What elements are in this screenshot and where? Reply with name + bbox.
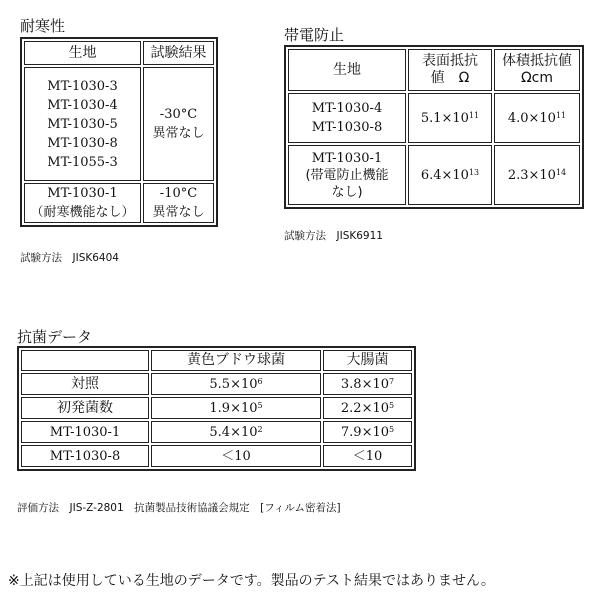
fabric-code: MT-1030-8 — [311, 120, 383, 135]
antibac-row-2-name: 初発菌数 — [21, 397, 149, 419]
cold-group2-result — [143, 183, 214, 223]
fabric-code: MT-1030-8 — [47, 135, 118, 151]
antibac-row-4-a: ＜10 — [151, 445, 321, 467]
antistatic-row-1-surface: $5.1\times 10^{11}$ — [408, 93, 492, 143]
cold-header-result: 試験結果 — [143, 41, 214, 65]
antibac-row-4-name: MT-1030-8 — [21, 445, 149, 467]
fabric-code: MT-1030-4 — [47, 97, 118, 113]
fabric-note: なし) — [331, 184, 363, 200]
fabric-code: MT-1030-1 — [311, 150, 383, 166]
footer-disclaimer: ※上記は使用している生地のデータです。製品のテスト結果ではありません。 — [8, 573, 495, 589]
antistatic-row-1-volume: $4.0\times 10^{11}$ — [494, 93, 580, 143]
antistatic-header-surface: 表面抵抗 値 Ω — [408, 49, 492, 91]
antistatic-row-2-surface: $6.4\times 10^{13}$ — [408, 145, 492, 205]
antistatic-row-1-name — [288, 93, 406, 143]
antibac-row-3-a: $5.4\times 10^2$ — [151, 421, 321, 443]
temperature: -10°C — [159, 186, 198, 201]
fabric-code: MT-1055-3 — [47, 154, 118, 170]
antibac-title: 抗菌データ — [17, 328, 93, 346]
antistatic-title: 帯電防止 — [284, 26, 345, 44]
cold-group1-result — [143, 67, 214, 181]
antibac-row-2-b: $2.2\times 10^5$ — [323, 397, 412, 419]
fabric-note: (帯電防止機能 — [305, 167, 389, 183]
antibac-table — [17, 346, 416, 471]
cold-group2-items — [24, 183, 141, 223]
result-text: 異常なし — [152, 126, 205, 141]
antibac-row-4-b: ＜10 — [323, 445, 412, 467]
fabric-code: MT-1030-4 — [311, 101, 383, 116]
cold-group1-items — [24, 67, 141, 181]
antibac-header-staph: 黄色ブドウ球菌 — [151, 350, 321, 371]
antibac-row-1-b: $3.8\times 10^7$ — [323, 373, 412, 395]
fabric-note: （耐寒機能なし） — [30, 205, 135, 220]
antibac-row-1-name: 対照 — [21, 373, 149, 395]
temperature: -30°C — [159, 107, 198, 122]
antibac-row-1-a: $5.5\times 10^6$ — [151, 373, 321, 395]
cold-title: 耐寒性 — [20, 17, 66, 35]
fabric-code: MT-1030-5 — [47, 116, 118, 132]
antibac-row-2-a: $1.9\times 10^5$ — [151, 397, 321, 419]
cold-method: 試験方法 JISK6404 — [20, 252, 119, 264]
antibac-method: 評価方法 JIS-Z-2801 抗菌製品技術協議会規定 [フィルム密着法] — [17, 502, 341, 514]
antistatic-row-2-volume: $2.3\times 10^{14}$ — [494, 145, 580, 205]
antistatic-row-2-name — [288, 145, 406, 205]
cold-table — [20, 37, 218, 227]
antibac-row-3-name: MT-1030-1 — [21, 421, 149, 443]
antistatic-header-volume: 体積抵抗値 Ωcm — [494, 49, 580, 91]
antibac-header-ecoli: 大腸菌 — [323, 350, 412, 371]
antibac-header-blank — [21, 350, 149, 371]
cold-header-fabric: 生地 — [24, 41, 141, 65]
fabric-code: MT-1030-1 — [47, 186, 118, 201]
antibac-row-3-b: $7.9\times 10^5$ — [323, 421, 412, 443]
result-text: 異常なし — [152, 205, 205, 220]
antistatic-header-fabric: 生地 — [288, 49, 406, 91]
antistatic-method: 試験方法 JISK6911 — [284, 230, 383, 242]
antistatic-table — [284, 45, 584, 209]
fabric-code: MT-1030-3 — [47, 78, 118, 94]
